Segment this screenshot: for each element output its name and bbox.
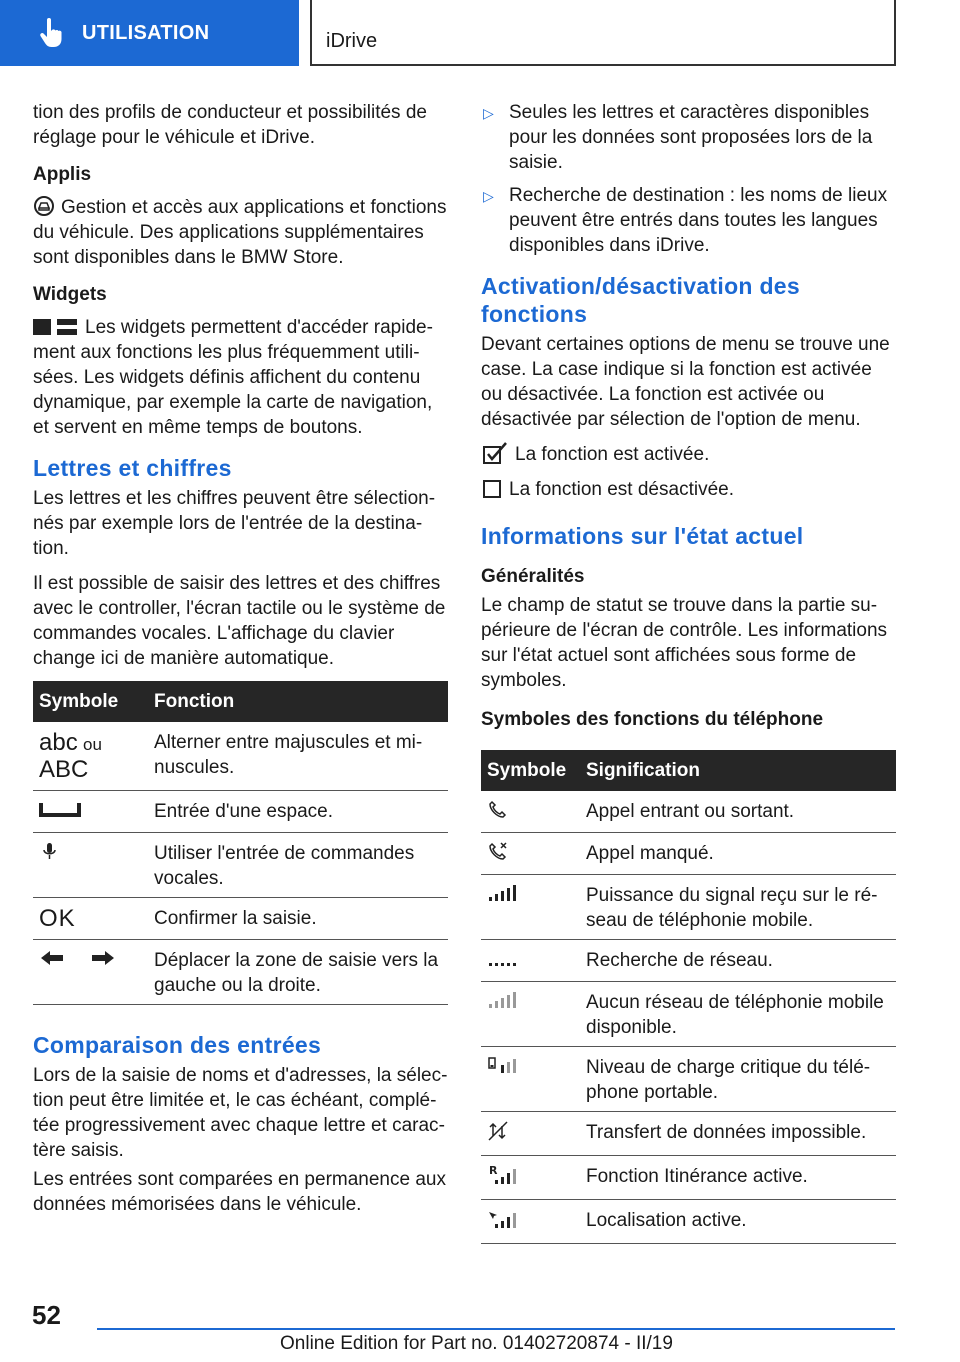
table-row — [481, 1200, 896, 1244]
location-icon — [487, 1208, 517, 1230]
table-row — [481, 833, 896, 875]
table-row — [33, 833, 448, 898]
move-symbol — [33, 940, 148, 1005]
phone-call-icon — [487, 799, 509, 819]
letters-paragraph-1: Les lettres et les chiffres peuvent être sélectionnés par exemple lors de l'entrée de la destination. — [33, 488, 436, 559]
general-title: Généralités — [481, 566, 585, 587]
unchecked-text: La fonction est désactivée. — [509, 479, 734, 500]
phone-symbols-title: Symboles des fonctions du téléphone — [481, 709, 824, 730]
row-text: Appel entrant ou sortant. — [580, 791, 896, 833]
table-row — [33, 791, 448, 833]
activation-heading: Activation/désactivation des fonctions — [481, 273, 800, 327]
row-text: Aucun réseau de téléphonie mobile disponible. — [580, 982, 896, 1047]
table-header-meaning: Signification — [580, 750, 896, 791]
widgets-title: Widgets — [33, 284, 107, 305]
general-paragraph: Le champ de statut se trouve dans la partie supérieure de l'écran de contrôle. Les informations sur l'état actuel sont affichées sous forme de symboles. — [481, 595, 888, 691]
compare-paragraph-2: Les entrées sont comparées en permanence aux données mémorisées dans le véhicule. — [33, 1169, 446, 1215]
row-text: Utiliser l'entrée de commandes vocales. — [148, 833, 448, 898]
apps-paragraph — [33, 195, 448, 270]
bullet-text: Recherche de destination : les noms de lieux peuvent être entrés dans toutes les langues disponibles dans iDrive. — [509, 185, 888, 256]
status-heading: Informations sur l'état actuel — [481, 523, 804, 549]
table-row — [481, 982, 896, 1047]
checkbox-checked-icon — [483, 442, 509, 464]
table-header-symbol: Symbole — [481, 750, 580, 791]
row-text: Localisation active. — [580, 1200, 896, 1244]
letters-table — [33, 681, 448, 1005]
compare-heading: Comparaison des entrées — [33, 1032, 322, 1058]
widgets-text: Les widgets permettent d'accéder rapidement aux fonctions les plus fréquemment utilisées. Les widgets définis affichent du contenu dynamique, par exemple la carte de navigation, et servent en même temps de boutons. — [33, 317, 433, 438]
chapter-header — [310, 0, 896, 66]
microphone-icon — [39, 841, 59, 863]
apps-text: Gestion et accès aux applications et fonctions du véhicule. Des applications supplémentaires sont disponibles dans le BMW Store. — [33, 197, 447, 268]
row-text: Appel manqué. — [580, 833, 896, 875]
table-row — [481, 875, 896, 940]
table-row — [33, 940, 448, 1005]
bullet-triangle-icon: ▷ — [483, 188, 494, 204]
low-battery-icon — [487, 1055, 517, 1075]
row-text: Déplacer la zone de saisie vers la gauche ou la droite. — [148, 940, 448, 1005]
table-row — [33, 722, 448, 791]
ok-text: OK — [39, 905, 76, 932]
case-toggle-symbol — [33, 722, 148, 791]
arrow-right-icon — [90, 948, 116, 968]
row-text: Transfert de données impossible. — [580, 1112, 896, 1156]
table-header-symbol: Symbole — [33, 681, 148, 722]
row-text: Niveau de charge critique du téléphone portable. — [580, 1047, 896, 1112]
uppercase-symbol: ABC — [39, 756, 89, 783]
unchecked-line — [483, 477, 896, 502]
letters-heading: Lettres et chiffres — [33, 455, 232, 481]
table-row — [481, 940, 896, 982]
space-symbol — [33, 791, 148, 833]
row-text: Entrée d'une espace. — [148, 791, 448, 833]
chapter-title: iDrive — [326, 30, 378, 52]
table-header-function: Fonction — [148, 681, 448, 722]
list-item — [481, 183, 896, 258]
or-label: ou — [82, 735, 102, 754]
lowercase-symbol: abc — [39, 729, 78, 756]
row-text: Puissance du signal reçu sur le réseau de téléphonie mobile. — [580, 875, 896, 940]
list-item — [481, 100, 896, 175]
no-data-icon — [487, 1120, 509, 1142]
roaming-icon — [487, 1164, 517, 1186]
signal-strength-icon — [487, 883, 517, 903]
apps-icon — [33, 195, 55, 217]
widgets-paragraph — [33, 315, 448, 440]
row-text: Fonction Itinérance active. — [580, 1156, 896, 1200]
table-row — [481, 1047, 896, 1112]
row-text: Confirmer la saisie. — [148, 898, 448, 940]
edition-footer: Online Edition for Part no. 01402720874 - II/19 — [280, 1333, 673, 1354]
table-row — [481, 791, 896, 833]
bullet-list — [481, 100, 896, 258]
apps-title: Applis — [33, 164, 92, 185]
left-column — [33, 100, 448, 1227]
bullet-triangle-icon: ▷ — [483, 105, 494, 121]
svg-text:R: R — [489, 1164, 498, 1177]
hand-pointer-icon — [38, 18, 64, 48]
section-tab — [0, 0, 299, 66]
no-network-icon — [487, 990, 517, 1010]
letters-paragraph-2: Il est possible de saisir des lettres et des chiffres avec le controller, l'écran tactile ou le système de commandes vocales. L'affichage du clavier change ici de manière automatique. — [33, 573, 446, 669]
activation-paragraph: Devant certaines options de menu se trouve une case. La case indique si la fonction est activée ou désactivée. La fonction est activée ou désactivée par sélection de l'option de menu. — [481, 334, 890, 430]
arrow-left-icon — [39, 948, 65, 968]
right-column — [481, 100, 896, 1244]
widgets-icon — [33, 317, 79, 337]
checkbox-unchecked-icon — [483, 479, 503, 499]
compare-paragraph-1: Lors de la saisie de noms et d'adresses, la sélection peut être limitée et, le cas échéant, complétée progressivement avec chaque lettre et caractère saisis. — [33, 1065, 448, 1161]
row-text: Recherche de réseau. — [580, 940, 896, 982]
page-number: 52 — [32, 1300, 61, 1330]
voice-symbol — [33, 833, 148, 898]
table-row — [33, 898, 448, 940]
intro-paragraph: tion des profils de conducteur et possibilités de réglage pour le véhicule et iDrive. — [33, 102, 427, 148]
table-row — [481, 1156, 896, 1200]
phone-symbols-table — [481, 750, 896, 1244]
section-title: UTILISATION — [82, 21, 210, 44]
network-search-icon — [487, 948, 517, 968]
footer-divider — [97, 1328, 895, 1330]
bullet-text: Seules les lettres et caractères disponibles pour les données sont proposées lors de la saisie. — [509, 102, 873, 173]
checked-line — [483, 442, 896, 467]
ok-symbol — [33, 898, 148, 940]
row-text: Alterner entre majuscules et minuscules. — [148, 722, 448, 791]
table-row — [481, 1112, 896, 1156]
checked-text: La fonction est activée. — [515, 444, 710, 465]
space-icon — [39, 799, 81, 819]
missed-call-icon — [487, 841, 509, 861]
